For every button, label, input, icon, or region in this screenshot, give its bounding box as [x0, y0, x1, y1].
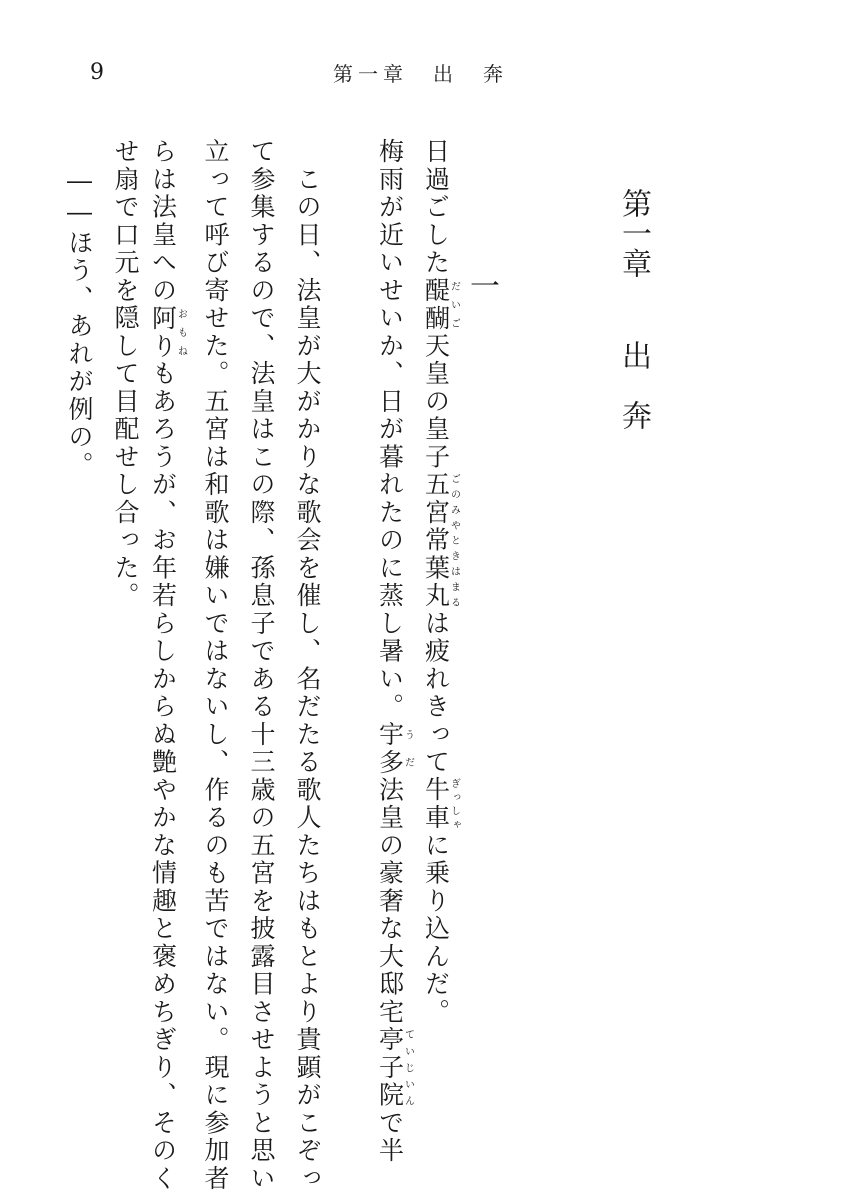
body-line-5: 立って呼び寄せた。五宮は和歌は嫌いではないし、作るのも苦ではない。現に参加者: [201, 138, 230, 1193]
body-line-6: [148, 138, 187, 1193]
running-head: 第一章 出 奔: [333, 62, 508, 86]
body-text: に乗り込んだ。: [421, 831, 451, 1026]
ruby-teijiin: 亭子院ていじいん: [375, 1026, 414, 1110]
body-text: 法皇の豪奢な大邸宅: [375, 776, 405, 1026]
body-line-4: て参集するので、法皇はこの際、孫息子である十三歳の五宮を披露目させようと思い: [247, 138, 276, 1193]
chapter-title: [615, 188, 651, 430]
body-text: は疲れきって: [421, 609, 451, 777]
body-text: 日過ごした: [421, 138, 451, 277]
ruby-daigo: 醍醐だいご: [421, 276, 460, 333]
ruby-gonomiya: 五宮常葉丸ごのみやときはまる: [421, 471, 460, 610]
chapter-label: 第一章: [616, 188, 651, 278]
section-number: 一: [464, 270, 499, 300]
body-text: 梅雨が近いせいか、日が暮れたのに蒸し暑い。: [375, 138, 405, 721]
page-number: 9: [90, 60, 104, 85]
ruby-omone: 阿りおもね: [148, 304, 187, 360]
body-line-8: ――ほう、あれが例の。: [65, 138, 94, 479]
body-line-3: この日、法皇が大がかりな歌会を催し、名だたる歌人たちはもとより貴顕がこぞっ: [293, 138, 322, 1193]
body-line-7: せ扇で口元を隠して目配せし合った。: [111, 138, 140, 610]
chapter-name: 出 奔: [616, 340, 651, 430]
ruby-gissha: 牛車ぎっしゃ: [421, 776, 460, 832]
body-text: もあろうが、お年若らしからぬ艶やかな情趣と褒めちぎり、そのく: [148, 360, 178, 1193]
body-text: で半: [375, 1109, 405, 1165]
ruby-uda: 宇多うだ: [375, 720, 414, 777]
body-text: らは法皇への: [148, 138, 178, 305]
body-text: 天皇の皇子: [421, 332, 451, 471]
body-line-1: [375, 138, 414, 1165]
body-line-2: [421, 138, 460, 1026]
